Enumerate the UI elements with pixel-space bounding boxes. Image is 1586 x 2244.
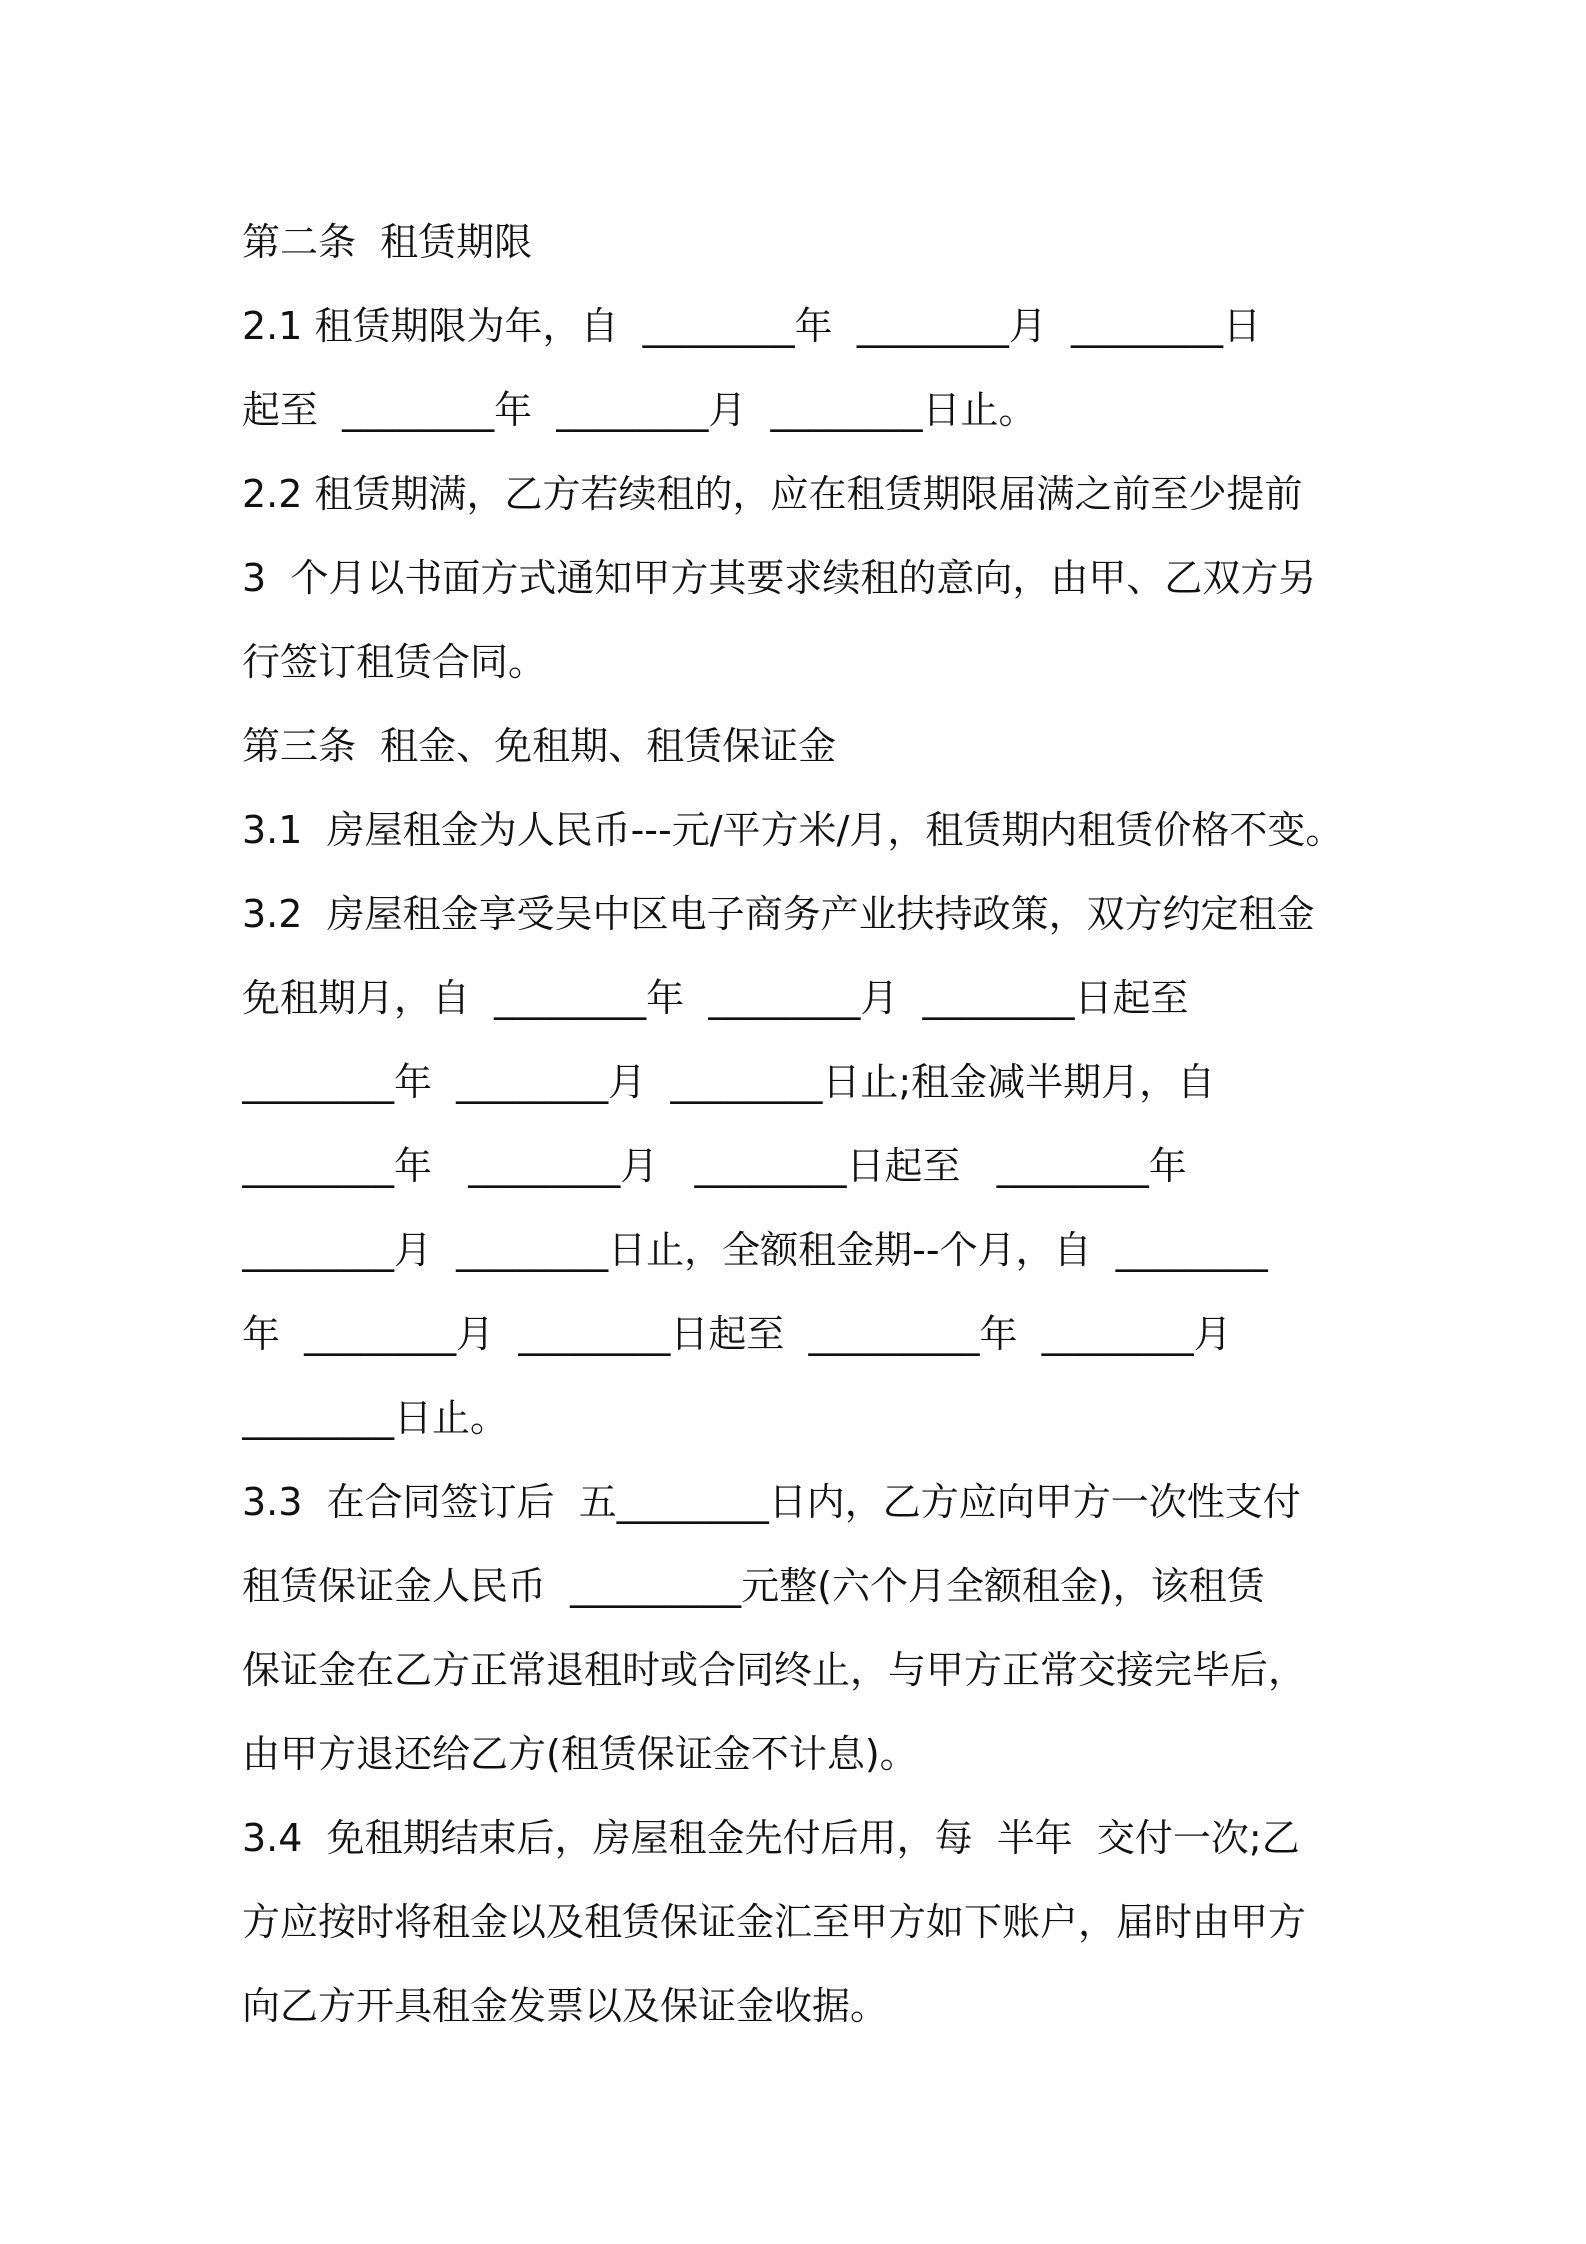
clause-2-1-line-2: 起至 ________年 ________月 ________日止。: [242, 388, 1037, 432]
clause-3-2-line-2: 免租期月，自 ________年 ________月 ________日起至: [242, 976, 1189, 1020]
clause-3-2-line-3: ________年 ________月 ________日止;租金减半期月，自: [242, 1060, 1216, 1104]
clause-3-4-line-3: 向乙方开具租金发票以及保证金收据。: [242, 1984, 889, 2028]
clause-3-2-line-1: 3.2 房屋租金享受吴中区电子商务产业扶持政策，双方约定租金: [242, 892, 1315, 936]
clause-3-3-line-3: 保证金在乙方正常退租时或合同终止，与甲方正常交接完毕后，: [242, 1648, 1307, 1692]
clause-2-2-line-3: 行签订租赁合同。: [242, 640, 547, 684]
article-3-heading: 第三条 租金、免租期、租赁保证金: [242, 724, 837, 768]
clause-2-2-line-1: 2.2 租赁期满，乙方若续租的，应在租赁期限届满之前至少提前: [242, 472, 1303, 516]
clause-2-2-line-2: 3 个月以书面方式通知甲方其要求续租的意向，由甲、乙双方另: [242, 556, 1317, 600]
clause-3-1-line-1: 3.1 房屋租金为人民币---元/平方米/月，租赁期内租赁价格不变。: [242, 808, 1344, 852]
clause-3-4-line-1: 3.4 免租期结束后，房屋租金先付后用，每 半年 交付一次;乙: [242, 1816, 1300, 1860]
clause-3-2-line-7: ________日止。: [242, 1396, 509, 1440]
clause-3-4-line-2: 方应按时将租金以及租赁保证金汇至甲方如下账户，届时由甲方: [242, 1900, 1307, 1944]
clause-3-3-line-1: 3.3 在合同签订后 五________日内，乙方应向甲方一次性支付: [242, 1480, 1301, 1524]
clause-3-2-line-6: 年 ________月 ________日起至 _________年 ________月: [242, 1312, 1232, 1356]
document-body: [242, 200, 1362, 2048]
clause-3-2-line-4: ________年 ________月 ________日起至 ________年: [242, 1144, 1187, 1188]
clause-3-3-line-2: 租赁保证金人民币 _________元整(六个月全额租金)，该租赁: [242, 1564, 1265, 1608]
article-2-heading: 第二条 租赁期限: [242, 220, 533, 264]
clause-2-1-line-1: 2.1 租赁期限为年，自 ________年 ________月 ________日: [242, 304, 1261, 348]
clause-3-2-line-5: ________月 ________日止，全额租金期--个月，自 ________: [242, 1228, 1268, 1272]
clause-3-3-line-4: 由甲方退还给乙方(租赁保证金不计息)。: [242, 1732, 918, 1776]
